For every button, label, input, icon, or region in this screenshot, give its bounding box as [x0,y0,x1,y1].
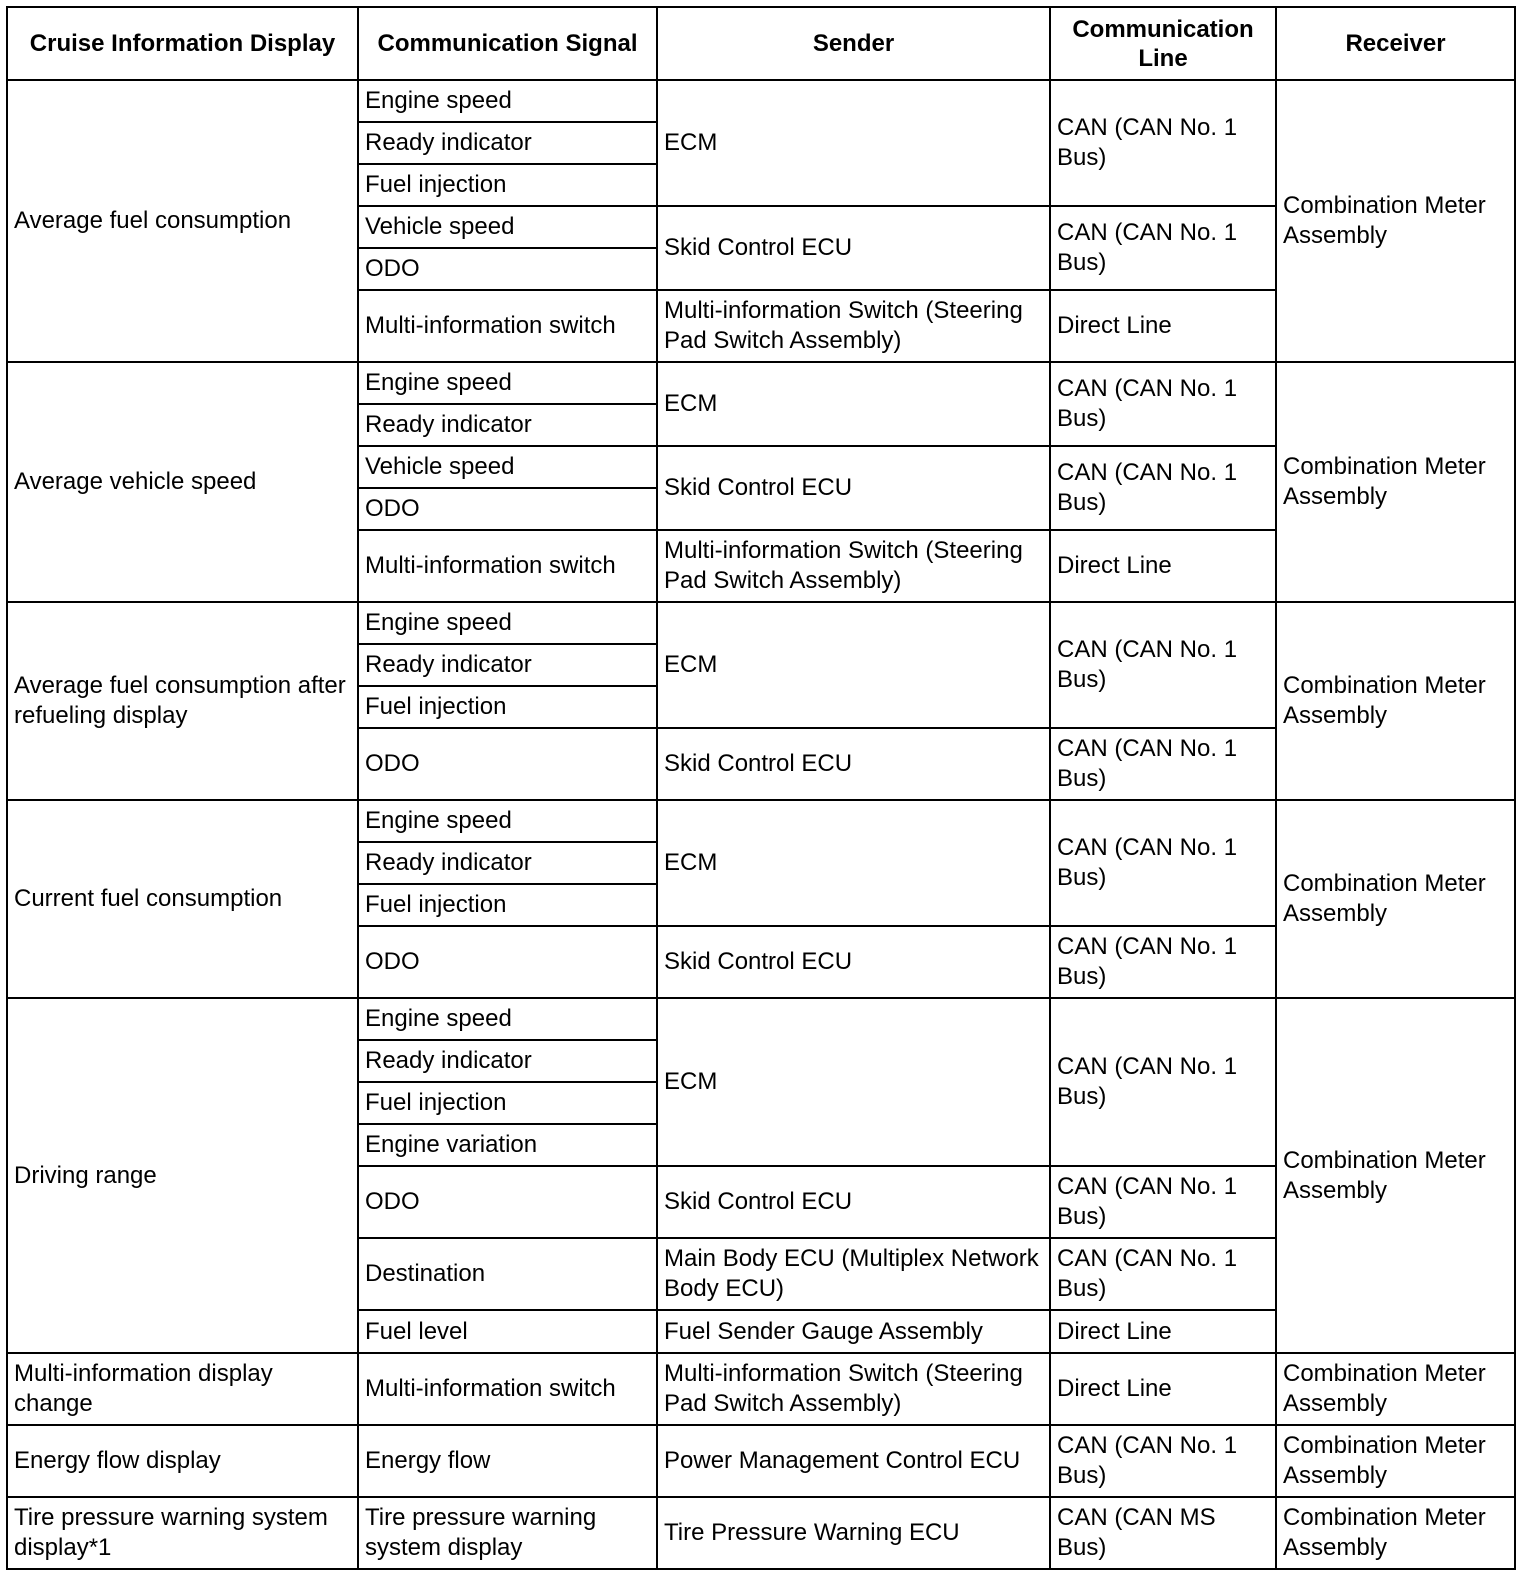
line-cell: CAN (CAN No. 1 Bus) [1050,362,1276,446]
table-row [7,1425,1515,1497]
signal-cell: Ready indicator [358,122,657,164]
signal-cell: Energy flow [358,1425,657,1497]
table-row [7,602,1515,644]
receiver-cell: Combination Meter Assembly [1276,1353,1515,1425]
signal-cell: Multi-information switch [358,290,657,362]
signal-cell: Fuel injection [358,164,657,206]
signal-cell: Destination [358,1238,657,1310]
display-cell: Tire pressure warning system display*1 [7,1497,358,1569]
signal-cell: Fuel injection [358,1082,657,1124]
receiver-cell: Combination Meter Assembly [1276,800,1515,998]
signal-cell: Ready indicator [358,404,657,446]
line-cell: CAN (CAN No. 1 Bus) [1050,728,1276,800]
line-cell: CAN (CAN No. 1 Bus) [1050,80,1276,206]
signal-cell: Engine speed [358,602,657,644]
header-communication-signal: Communication Signal [358,7,657,80]
line-cell: CAN (CAN No. 1 Bus) [1050,446,1276,530]
receiver-cell: Combination Meter Assembly [1276,80,1515,362]
sender-cell: Multi-information Switch (Steering Pad Switch Assembly) [657,530,1050,602]
line-cell: CAN (CAN No. 1 Bus) [1050,800,1276,926]
sender-cell: Skid Control ECU [657,926,1050,998]
sender-cell: Multi-information Switch (Steering Pad Switch Assembly) [657,290,1050,362]
display-cell: Current fuel consumption [7,800,358,998]
display-cell: Average fuel consumption [7,80,358,362]
header-communication-line: Communication Line [1050,7,1276,80]
table-row [7,1497,1515,1569]
table-row [7,1353,1515,1425]
sender-cell: Skid Control ECU [657,446,1050,530]
signal-cell: Engine speed [358,80,657,122]
signal-cell: Fuel injection [358,884,657,926]
line-cell: Direct Line [1050,1353,1276,1425]
sender-cell: Multi-information Switch (Steering Pad Switch Assembly) [657,1353,1050,1425]
line-cell: CAN (CAN No. 1 Bus) [1050,1425,1276,1497]
signal-cell: Fuel level [358,1310,657,1353]
sender-cell: Power Management Control ECU [657,1425,1050,1497]
sender-cell: Tire Pressure Warning ECU [657,1497,1050,1569]
signal-cell: Engine speed [358,362,657,404]
header-sender: Sender [657,7,1050,80]
display-cell: Energy flow display [7,1425,358,1497]
signal-cell: Ready indicator [358,842,657,884]
sender-cell: Fuel Sender Gauge Assembly [657,1310,1050,1353]
signal-cell: Vehicle speed [358,446,657,488]
sender-cell: Skid Control ECU [657,1166,1050,1238]
signal-cell: ODO [358,728,657,800]
sender-cell: Skid Control ECU [657,728,1050,800]
line-cell: Direct Line [1050,290,1276,362]
receiver-cell: Combination Meter Assembly [1276,1497,1515,1569]
signal-cell: ODO [358,1166,657,1238]
table-row [7,998,1515,1040]
line-cell: CAN (CAN No. 1 Bus) [1050,602,1276,728]
signal-cell: Tire pressure warning system display [358,1497,657,1569]
display-cell: Average vehicle speed [7,362,358,602]
signal-cell: ODO [358,488,657,530]
signal-cell: ODO [358,248,657,290]
sender-cell: ECM [657,602,1050,728]
table-row [7,362,1515,404]
line-cell: CAN (CAN No. 1 Bus) [1050,998,1276,1166]
receiver-cell: Combination Meter Assembly [1276,1425,1515,1497]
line-cell: CAN (CAN MS Bus) [1050,1497,1276,1569]
header-row [7,7,1515,80]
signal-cell: Engine variation [358,1124,657,1166]
line-cell: CAN (CAN No. 1 Bus) [1050,206,1276,290]
receiver-cell: Combination Meter Assembly [1276,998,1515,1353]
display-cell: Driving range [7,998,358,1353]
signal-cell: Vehicle speed [358,206,657,248]
display-cell: Average fuel consumption after refueling display [7,602,358,800]
signal-cell: Fuel injection [358,686,657,728]
sender-cell: Main Body ECU (Multiplex Network Body ECU) [657,1238,1050,1310]
signal-cell: Engine speed [358,998,657,1040]
table-row [7,80,1515,122]
signal-cell: ODO [358,926,657,998]
signal-cell: Ready indicator [358,644,657,686]
sender-cell: Skid Control ECU [657,206,1050,290]
display-cell: Multi-information display change [7,1353,358,1425]
signal-cell: Ready indicator [358,1040,657,1082]
signal-cell: Multi-information switch [358,530,657,602]
header-cruise-information-display: Cruise Information Display [7,7,358,80]
signal-cell: Multi-information switch [358,1353,657,1425]
receiver-cell: Combination Meter Assembly [1276,362,1515,602]
line-cell: CAN (CAN No. 1 Bus) [1050,1238,1276,1310]
line-cell: CAN (CAN No. 1 Bus) [1050,926,1276,998]
receiver-cell: Combination Meter Assembly [1276,602,1515,800]
header-receiver: Receiver [1276,7,1515,80]
can-communication-table [6,6,1516,1570]
sender-cell: ECM [657,800,1050,926]
sender-cell: ECM [657,80,1050,206]
line-cell: Direct Line [1050,530,1276,602]
line-cell: CAN (CAN No. 1 Bus) [1050,1166,1276,1238]
line-cell: Direct Line [1050,1310,1276,1353]
signal-cell: Engine speed [358,800,657,842]
table-row [7,800,1515,842]
sender-cell: ECM [657,362,1050,446]
sender-cell: ECM [657,998,1050,1166]
